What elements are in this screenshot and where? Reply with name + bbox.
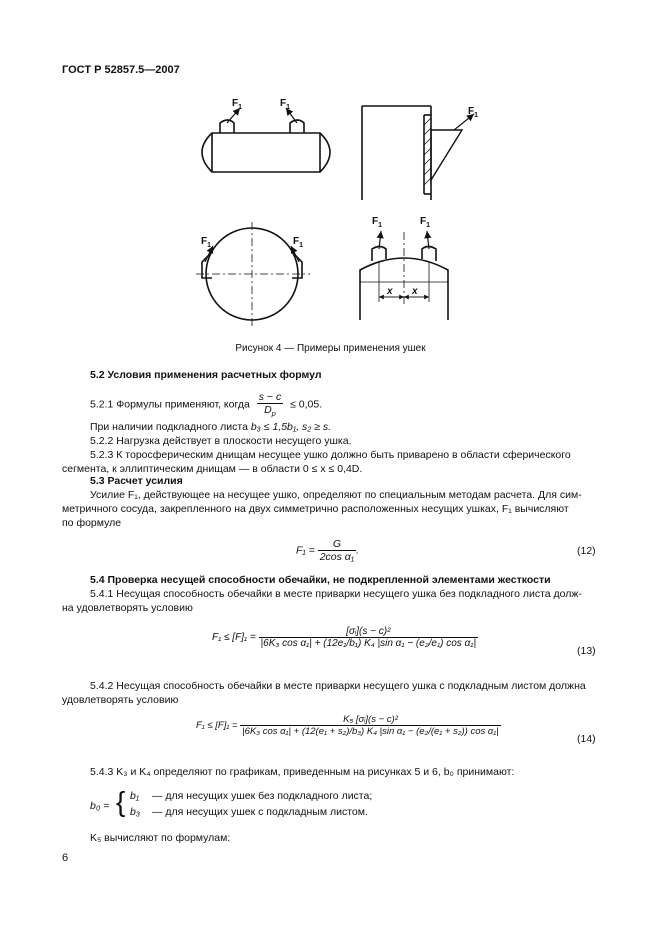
section-heading-5-4: 5.4 Проверка несущей способности обечайки, не подкрепленной элементами жесткости (90, 574, 551, 586)
force-label: $F_1$ (201, 236, 212, 249)
equation-12: F₁ = $\frac{G}{\text{2cos α₁}}$ . (296, 538, 360, 563)
vessel-head-with-lugs (360, 231, 448, 320)
inline-fraction: $\frac{s - c}{D_p}$ (258, 391, 282, 419)
paragraph-5-2-2: 5.2.2 Нагрузка действует в плоскости несущего ушка. (90, 435, 352, 447)
paragraph-5-4-3: 5.4.3 K₃ и K₄ определяют по графикам, приведенным на рисунках 5 и 6, b₀ принимают: (90, 766, 515, 778)
figure-caption: Рисунок 4 — Примеры применения ушек (235, 343, 426, 354)
paragraph-5-3-line2: метричного сосуда, закрепленного на двух симметрично расположенных несущих ушках, F₁ вычисляют (62, 503, 569, 515)
dimension-label: x (412, 286, 418, 297)
equation-13-fraction: $\frac{\text{[σᵢ](s − c)²}}{\text{|6K₃ cos α₁| + (12e₁/b₁) K₄ |sin α₁ − (e₂/e₁) cos α₁|}}$ (260, 626, 477, 649)
force-label: $F_1$ (232, 98, 243, 111)
page-number: 6 (62, 852, 69, 864)
paragraph-pad-condition: При наличии подкладного листа b₃ ≤ 1,5b₁, s₂ ≥ s. (90, 421, 332, 433)
equation-12-number: (12) (577, 545, 596, 557)
paragraph-5-4-1-line1: 5.4.1 Несущая способность обечайки в месте приварки несущего ушка без подкладного листа долж- (90, 588, 582, 600)
section-heading-5-2: 5.2 Условия применения расчетных формул (90, 369, 322, 381)
brace-symbol: { (116, 786, 126, 817)
paragraph-5-4-2-line1: 5.4.2 Несущая способность обечайки в месте приварки несущего ушка с подкладным листом должна (90, 680, 586, 692)
section-heading-5-3: 5.3 Расчет усилия (90, 475, 183, 487)
figure-4-drawing (0, 0, 661, 345)
force-label: $F_1$ (420, 216, 431, 229)
paragraph-5-2-3-line1: 5.2.3 К торосферическим днищам несущее ушко должно быть приварено в области сферического (90, 449, 571, 461)
force-label: $F_1$ (293, 236, 304, 249)
dimension-label: x (387, 286, 393, 297)
paragraph-5-3-line1: Усилие F₁, действующее на несущее ушко, определяют по специальным методам расчета. Для сим- (90, 489, 582, 501)
paragraph-5-4-2-line2: удовлетворять условию (62, 694, 179, 706)
equation-13-number: (13) (577, 645, 596, 657)
equation-14: F₁ ≤ [F]₁ = K₅ [σᵢ](s − c)² |6K₃ cos α₁| + (12(e₁ + s₂)/b₃) K₄ |sin α₁ − (e₂/(e₁ + s₂)) cos α₁| (196, 714, 499, 737)
paragraph-5-3-line3: по формуле (62, 517, 122, 529)
paragraph-k5: K₅ вычисляют по формулам: (90, 832, 231, 844)
paragraph-5-2-3-line2: сегмента, к эллиптическим днищам — в области 0 ≤ x ≤ 0,4D. (62, 463, 363, 475)
equation-14-fraction: K₅ [σᵢ](s − c)² |6K₃ cos α₁| + (12(e₁ + s₂)/b₃) K₄ |sin α₁ − (e₂/(e₁ + s₂)) cos α₁| (242, 714, 499, 737)
vertical-vessel-side (362, 106, 474, 200)
equation-12-fraction: $\frac{G}{\text{2cos α₁}}$ (319, 538, 355, 563)
force-label: $F_1$ (280, 98, 291, 111)
horizontal-vessel (202, 108, 330, 172)
force-label: $F_1$ (468, 106, 479, 119)
document-header: ГОСТ Р 52857.5—2007 (62, 64, 180, 76)
equation-14-number: (14) (577, 733, 596, 745)
paragraph-5-4-1-line2: на удовлетворять условию (62, 602, 193, 614)
force-label: $F_1$ (372, 216, 383, 229)
paragraph-5-2-1: 5.2.1 Формулы применяют, когда $\frac{s - c}{D_p}$ ≤ 0,05. (90, 391, 323, 419)
equation-13: F₁ ≤ [F]₁ = $\frac{\text{[σᵢ](s − c)²}}{\text{|6K₃ cos α₁| + (12e₁/b₁) K₄ |sin α₁ − (e₂/e₁) cos α₁|}}$ (212, 626, 477, 649)
